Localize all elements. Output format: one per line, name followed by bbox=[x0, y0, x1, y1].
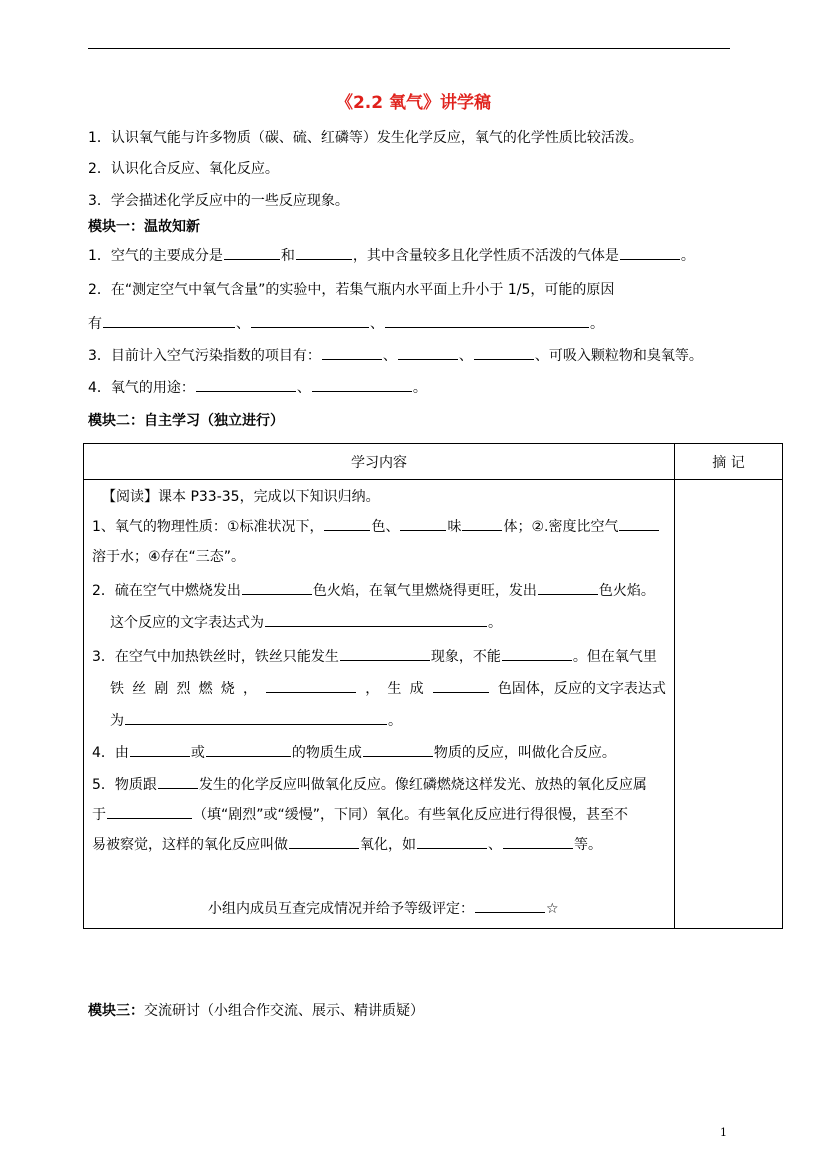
star-icon: ☆ bbox=[546, 901, 559, 917]
module3-heading: 模块三：交流研讨（小组合作交流、展示、精讲质疑） bbox=[88, 1003, 424, 1019]
notes-cell[interactable] bbox=[675, 480, 783, 929]
item-3-line2: 铁 丝 剧 烈 燃 烧 ， ， 生 成 色固体，反应的文字表达式 bbox=[110, 678, 666, 698]
answer-blank[interactable] bbox=[619, 516, 659, 531]
answer-blank[interactable] bbox=[474, 345, 534, 360]
page-number: 1 bbox=[720, 1126, 727, 1139]
page-title: 《2.2 氧气》讲学稿 bbox=[335, 93, 492, 113]
answer-blank[interactable] bbox=[296, 245, 352, 260]
module2-heading: 模块二：自主学习（独立进行） bbox=[88, 413, 284, 429]
module1-heading: 模块一：温故知新 bbox=[88, 219, 200, 235]
answer-blank[interactable] bbox=[130, 742, 190, 757]
answer-blank[interactable] bbox=[266, 678, 356, 693]
answer-blank[interactable] bbox=[363, 742, 433, 757]
answer-blank[interactable] bbox=[206, 742, 291, 757]
reading-note: 【阅读】课本 P33-35，完成以下知识归纳。 bbox=[102, 489, 380, 505]
module1-q2-line2: 有 、 、 。 bbox=[88, 313, 604, 333]
answer-blank[interactable] bbox=[158, 774, 198, 789]
item-2-line2: 这个反应的文字表达式为 。 bbox=[110, 612, 502, 632]
answer-blank[interactable] bbox=[462, 516, 502, 531]
answer-blank[interactable] bbox=[620, 245, 680, 260]
answer-blank[interactable] bbox=[324, 516, 370, 531]
answer-blank[interactable] bbox=[502, 646, 572, 661]
answer-blank[interactable] bbox=[289, 834, 359, 849]
answer-blank[interactable] bbox=[433, 678, 489, 693]
item-1-line2: 溶于水；④存在“三态”。 bbox=[92, 549, 246, 565]
answer-blank[interactable] bbox=[400, 516, 446, 531]
answer-blank[interactable] bbox=[312, 377, 412, 392]
item-1-line1: 1、氧气的物理性质：①标准状况下， 色、 味 体；②.密度比空气 bbox=[92, 516, 660, 536]
answer-blank[interactable] bbox=[385, 313, 589, 328]
answer-blank[interactable] bbox=[107, 804, 192, 819]
module1-q3: 3．目前计入空气污染指数的项目有： 、 、 、可吸入颗粒物和臭氧等。 bbox=[88, 345, 703, 365]
module1-q4: 4．氧气的用途： 、 。 bbox=[88, 377, 427, 397]
answer-blank[interactable] bbox=[503, 834, 573, 849]
header-rule bbox=[88, 48, 730, 49]
objective-3: 3．学会描述化学反应中的一些反应现象。 bbox=[88, 193, 349, 209]
answer-blank[interactable] bbox=[340, 646, 430, 661]
col-header-notes: 摘 记 bbox=[675, 444, 783, 480]
answer-blank[interactable] bbox=[265, 612, 487, 627]
answer-blank[interactable] bbox=[251, 313, 369, 328]
answer-blank[interactable] bbox=[322, 345, 382, 360]
module1-q1: 1．空气的主要成分是 和 ，其中含量较多且化学性质不活泼的气体是 。 bbox=[88, 245, 695, 265]
answer-blank[interactable] bbox=[125, 710, 387, 725]
rating-blank[interactable] bbox=[475, 898, 545, 913]
item-5-line3: 易被察觉，这样的氧化反应叫做 氧化，如 、 等。 bbox=[92, 834, 602, 854]
item-3-line1: 3．在空气中加热铁丝时，铁丝只能发生 现象，不能 。但在氧气里 bbox=[92, 646, 657, 666]
item-5-line2: 于 （填“剧烈”或“缓慢”，下同）氧化。有些氧化反应进行得很慢，甚至不 bbox=[92, 804, 628, 824]
col-header-content: 学习内容 bbox=[84, 444, 675, 480]
answer-blank[interactable] bbox=[224, 245, 280, 260]
item-2-line1: 2．硫在空气中燃烧发出 色火焰，在氧气里燃烧得更旺，发出 色火焰。 bbox=[92, 580, 655, 600]
item-4: 4．由 或 的物质生成 物质的反应，叫做化合反应。 bbox=[92, 742, 616, 762]
objective-1: 1．认识氧气能与许多物质（碳、硫、红磷等）发生化学反应，氧气的化学性质比较活泼。 bbox=[88, 130, 643, 146]
item-5-line1: 5．物质跟 发生的化学反应叫做氧化反应。像红磷燃烧这样发光、放热的氧化反应属 bbox=[92, 774, 647, 794]
answer-blank[interactable] bbox=[398, 345, 458, 360]
content-cell bbox=[84, 480, 675, 929]
answer-blank[interactable] bbox=[417, 834, 487, 849]
objective-2: 2．认识化合反应、氧化反应。 bbox=[88, 161, 279, 177]
answer-blank[interactable] bbox=[242, 580, 312, 595]
answer-blank[interactable] bbox=[538, 580, 598, 595]
module1-q2-line1: 2．在“测定空气中氧气含量”的实验中，若集气瓶内水平面上升小于 1/5，可能的原因 bbox=[88, 282, 615, 298]
study-table bbox=[83, 443, 783, 929]
peer-evaluation: 小组内成员互查完成情况并给予等级评定： ☆ bbox=[208, 898, 559, 918]
answer-blank[interactable] bbox=[103, 313, 235, 328]
item-3-line3: 为 。 bbox=[110, 710, 402, 730]
answer-blank[interactable] bbox=[196, 377, 296, 392]
